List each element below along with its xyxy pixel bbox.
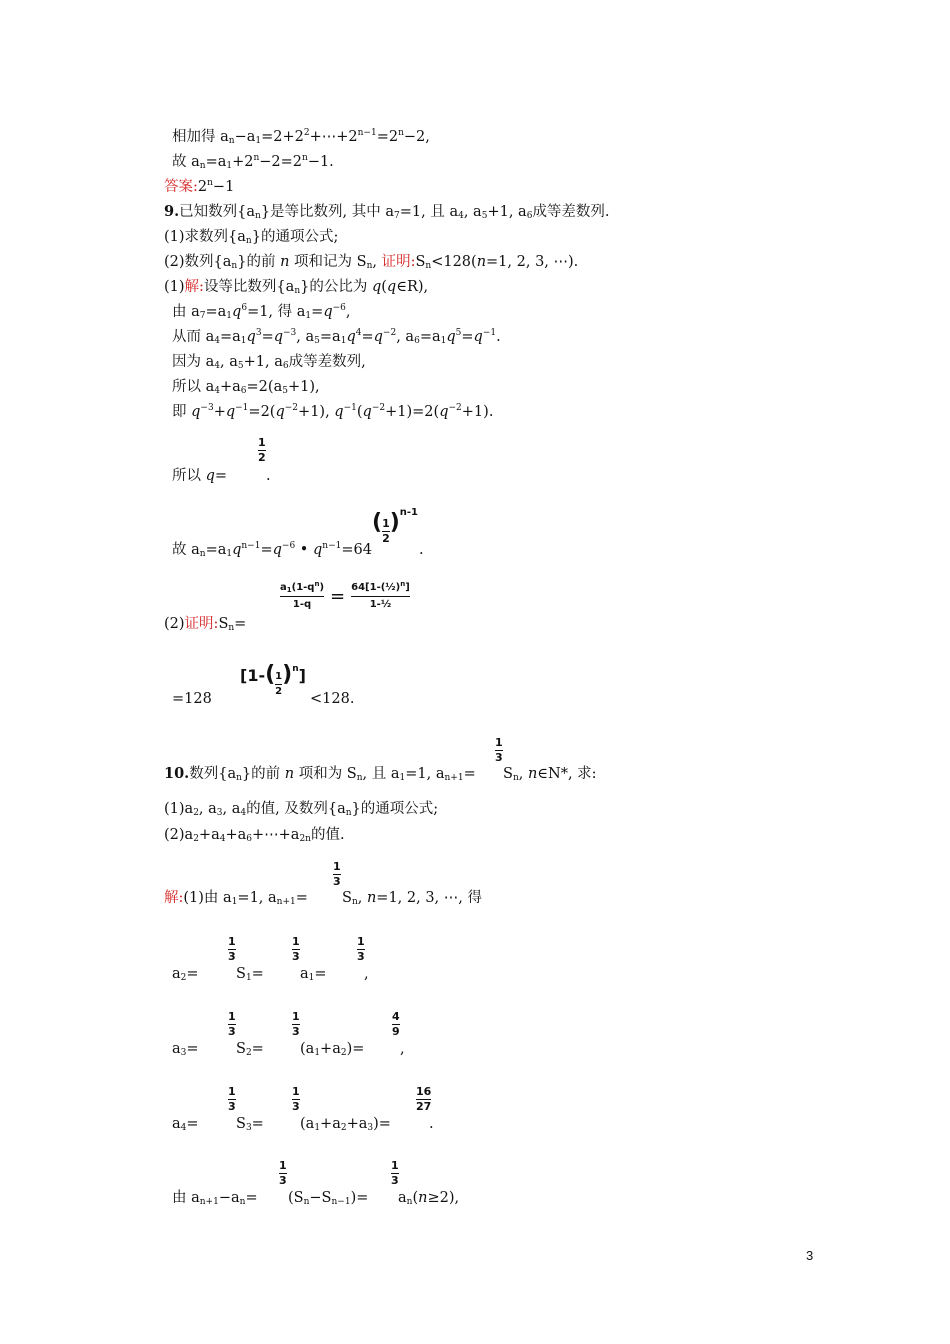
fraction-one-third: 1 3 <box>228 1010 236 1038</box>
solution-9-part2: (2)证明$:S_n=$ <box>164 616 247 633</box>
question-number: 9. <box>164 203 180 220</box>
question-9-title: 9.已知数列$\{a_n\}$是等比数列, 其中 $a_7=1$, 且 $a_4$, $a_5+1$, $a_6$成等差数列. <box>164 203 610 221</box>
solution-9-line3: 从而 $a_4=a_1q^3=q^{-3}$, $a_5=a_1q^4=q^{-2}$, $a_6=a_1q^5=q^{-1}$. <box>172 328 501 346</box>
solution-a4: $a_4=$ <box>172 1116 199 1133</box>
question-9-part1: (1)求数列$\{a_n\}$的通项公式; <box>164 229 339 246</box>
comma: , <box>400 1041 405 1057</box>
math-sn-diff: $(S_n-S_{n-1})=$ <box>288 1190 369 1207</box>
solution-9-line4: 因为 $a_4$, $a_5+1$, $a_6$成等差数列, <box>172 354 366 371</box>
solution-recurrence: 由 $a_{n+1}-a_n=$ <box>172 1190 258 1207</box>
fraction-one-third: 1 3 <box>292 935 300 963</box>
text-fragment: 故 a <box>172 154 200 170</box>
fraction-one-third: 1 3 <box>495 736 503 764</box>
solution-9-line1: (1)解:设等比数列$\{a_n\}$的公比为 q(q∈R), <box>164 279 429 296</box>
period: . <box>429 1116 434 1132</box>
text-fragment: (2)数列{a <box>164 254 232 270</box>
fraction-four-ninths: 4 9 <box>392 1010 400 1038</box>
text-fragment: 已知数列{a <box>179 204 256 220</box>
solution-a2: $a_2=$ <box>172 966 199 983</box>
math-a1-a2: $(a_1+a_2)=$ <box>300 1041 365 1058</box>
fraction-one-half: 1 2 <box>258 436 266 464</box>
solve-label: 解 <box>184 279 200 295</box>
fraction-one-third: 1 3 <box>333 860 341 888</box>
text-line-sum: 相加得 $a_n-a_1=2+2^2+\cdots+2^{n-1}=2^n-2$, <box>172 128 430 146</box>
period: . <box>419 542 424 558</box>
solution-9-line8: 故 $a_n=a_1q^{n-1}=q^{-6}$ • $q^{n-1}=64$ <box>172 541 372 559</box>
fraction-one-third: 1 3 <box>292 1085 300 1113</box>
text-fragment: (1)a <box>164 801 194 817</box>
fraction-one-third: 1 3 <box>391 1159 399 1187</box>
formula-bracket: [1-( $\frac{1}{2}$ )$^n$] <box>240 662 306 697</box>
formula-half-power: ( $\frac{1}{2}$ )$^{n-1}$ <box>372 507 419 545</box>
text-fragment: (1)求数列{a <box>164 229 246 245</box>
text-fragment: (2)a <box>164 827 194 843</box>
fraction-one-third: 1 3 <box>228 935 236 963</box>
text-less-128: <128. <box>310 691 355 707</box>
proof-label: 证明 <box>381 254 411 270</box>
solution-10-line1: 解:(1)由 $a_1=1$, $a_{n+1}=$ <box>164 890 308 907</box>
fraction-one-third: 1 3 <box>292 1010 300 1038</box>
math-s1: $S_1=$ <box>236 966 264 983</box>
fraction-one-third: 1 3 <box>279 1159 287 1187</box>
solution-10-line1-tail: $S_n$, n=1, 2, 3, ⋯, 得 <box>342 890 482 907</box>
question-10-title: 10.数列$\{a_n\}$的前 n 项和为 $S_n$, 且 $a_1=1$, $a_{n+1}=$ <box>164 765 476 783</box>
solution-9-line2: 由 $a_7=a_1q^6=1$, 得 $a_1=q^{-6}$, <box>172 303 351 321</box>
question-number: 10. <box>164 765 190 782</box>
math-s2: $S_2=$ <box>236 1041 264 1058</box>
math-a1-a2-a3: $(a_1+a_2+a_3)=$ <box>300 1116 391 1133</box>
fraction-one-third: 1 3 <box>357 935 365 963</box>
answer-line: 答案$:2^n-1$ <box>164 178 235 195</box>
solution-a3: $a_3=$ <box>172 1041 199 1058</box>
fraction-one-third: 1 3 <box>228 1085 236 1113</box>
question-10-part2: $(2)a_2+a_4+a_6+\cdots+a_{2n}$的值. <box>164 827 345 844</box>
page-number: 3 <box>806 1248 814 1263</box>
comma: , <box>364 966 369 982</box>
solution-9-line5: 所以 $a_4+a_6=2(a_5+1)$, <box>172 379 320 396</box>
formula-sum: $a_1(1-q^n)$ 1-q = 64[1-(½)$^n$] 1-½ <box>280 580 410 610</box>
solution-9-line7: 所以 q= <box>172 468 228 484</box>
fraction-sixteen-27: 16 27 <box>416 1085 432 1113</box>
solution-9-line6: 即 $q^{-3}+q^{-1}=2(q^{-2}+1)$, $q^{-1}(q^{-2}+1)=2(q^{-2}+1)$. <box>172 403 494 420</box>
text-fragment: 相加得 a <box>172 129 229 145</box>
math-s3: $S_3=$ <box>236 1116 264 1133</box>
solve-label: 解 <box>164 890 179 906</box>
text-line-therefore: 故 $a_n=a_1+2^n-2=2^n-1$. <box>172 153 334 171</box>
math-an-condition: $a_n(n\ge 2)$, <box>398 1190 460 1207</box>
answer-label: 答案 <box>164 179 193 195</box>
proof-label: 证明 <box>184 616 214 632</box>
solution-9-line-128: =128 <box>172 691 212 707</box>
math-a1: $a_1=$ <box>300 966 327 983</box>
question-10-part1: $(1)a_2$, $a_3$, $a_4$的值, 及数列$\{a_n\}$的通项公式; <box>164 801 439 818</box>
period: . <box>266 468 271 484</box>
question-9-part2: (2)数列$\{a_n\}$的前 n 项和记为 $S_n$, 证明$:S_n<128(n=1$, 2, 3, ⋯). <box>164 254 579 271</box>
question-10-title-tail: $S_n$, n∈N*, 求: <box>503 766 597 783</box>
